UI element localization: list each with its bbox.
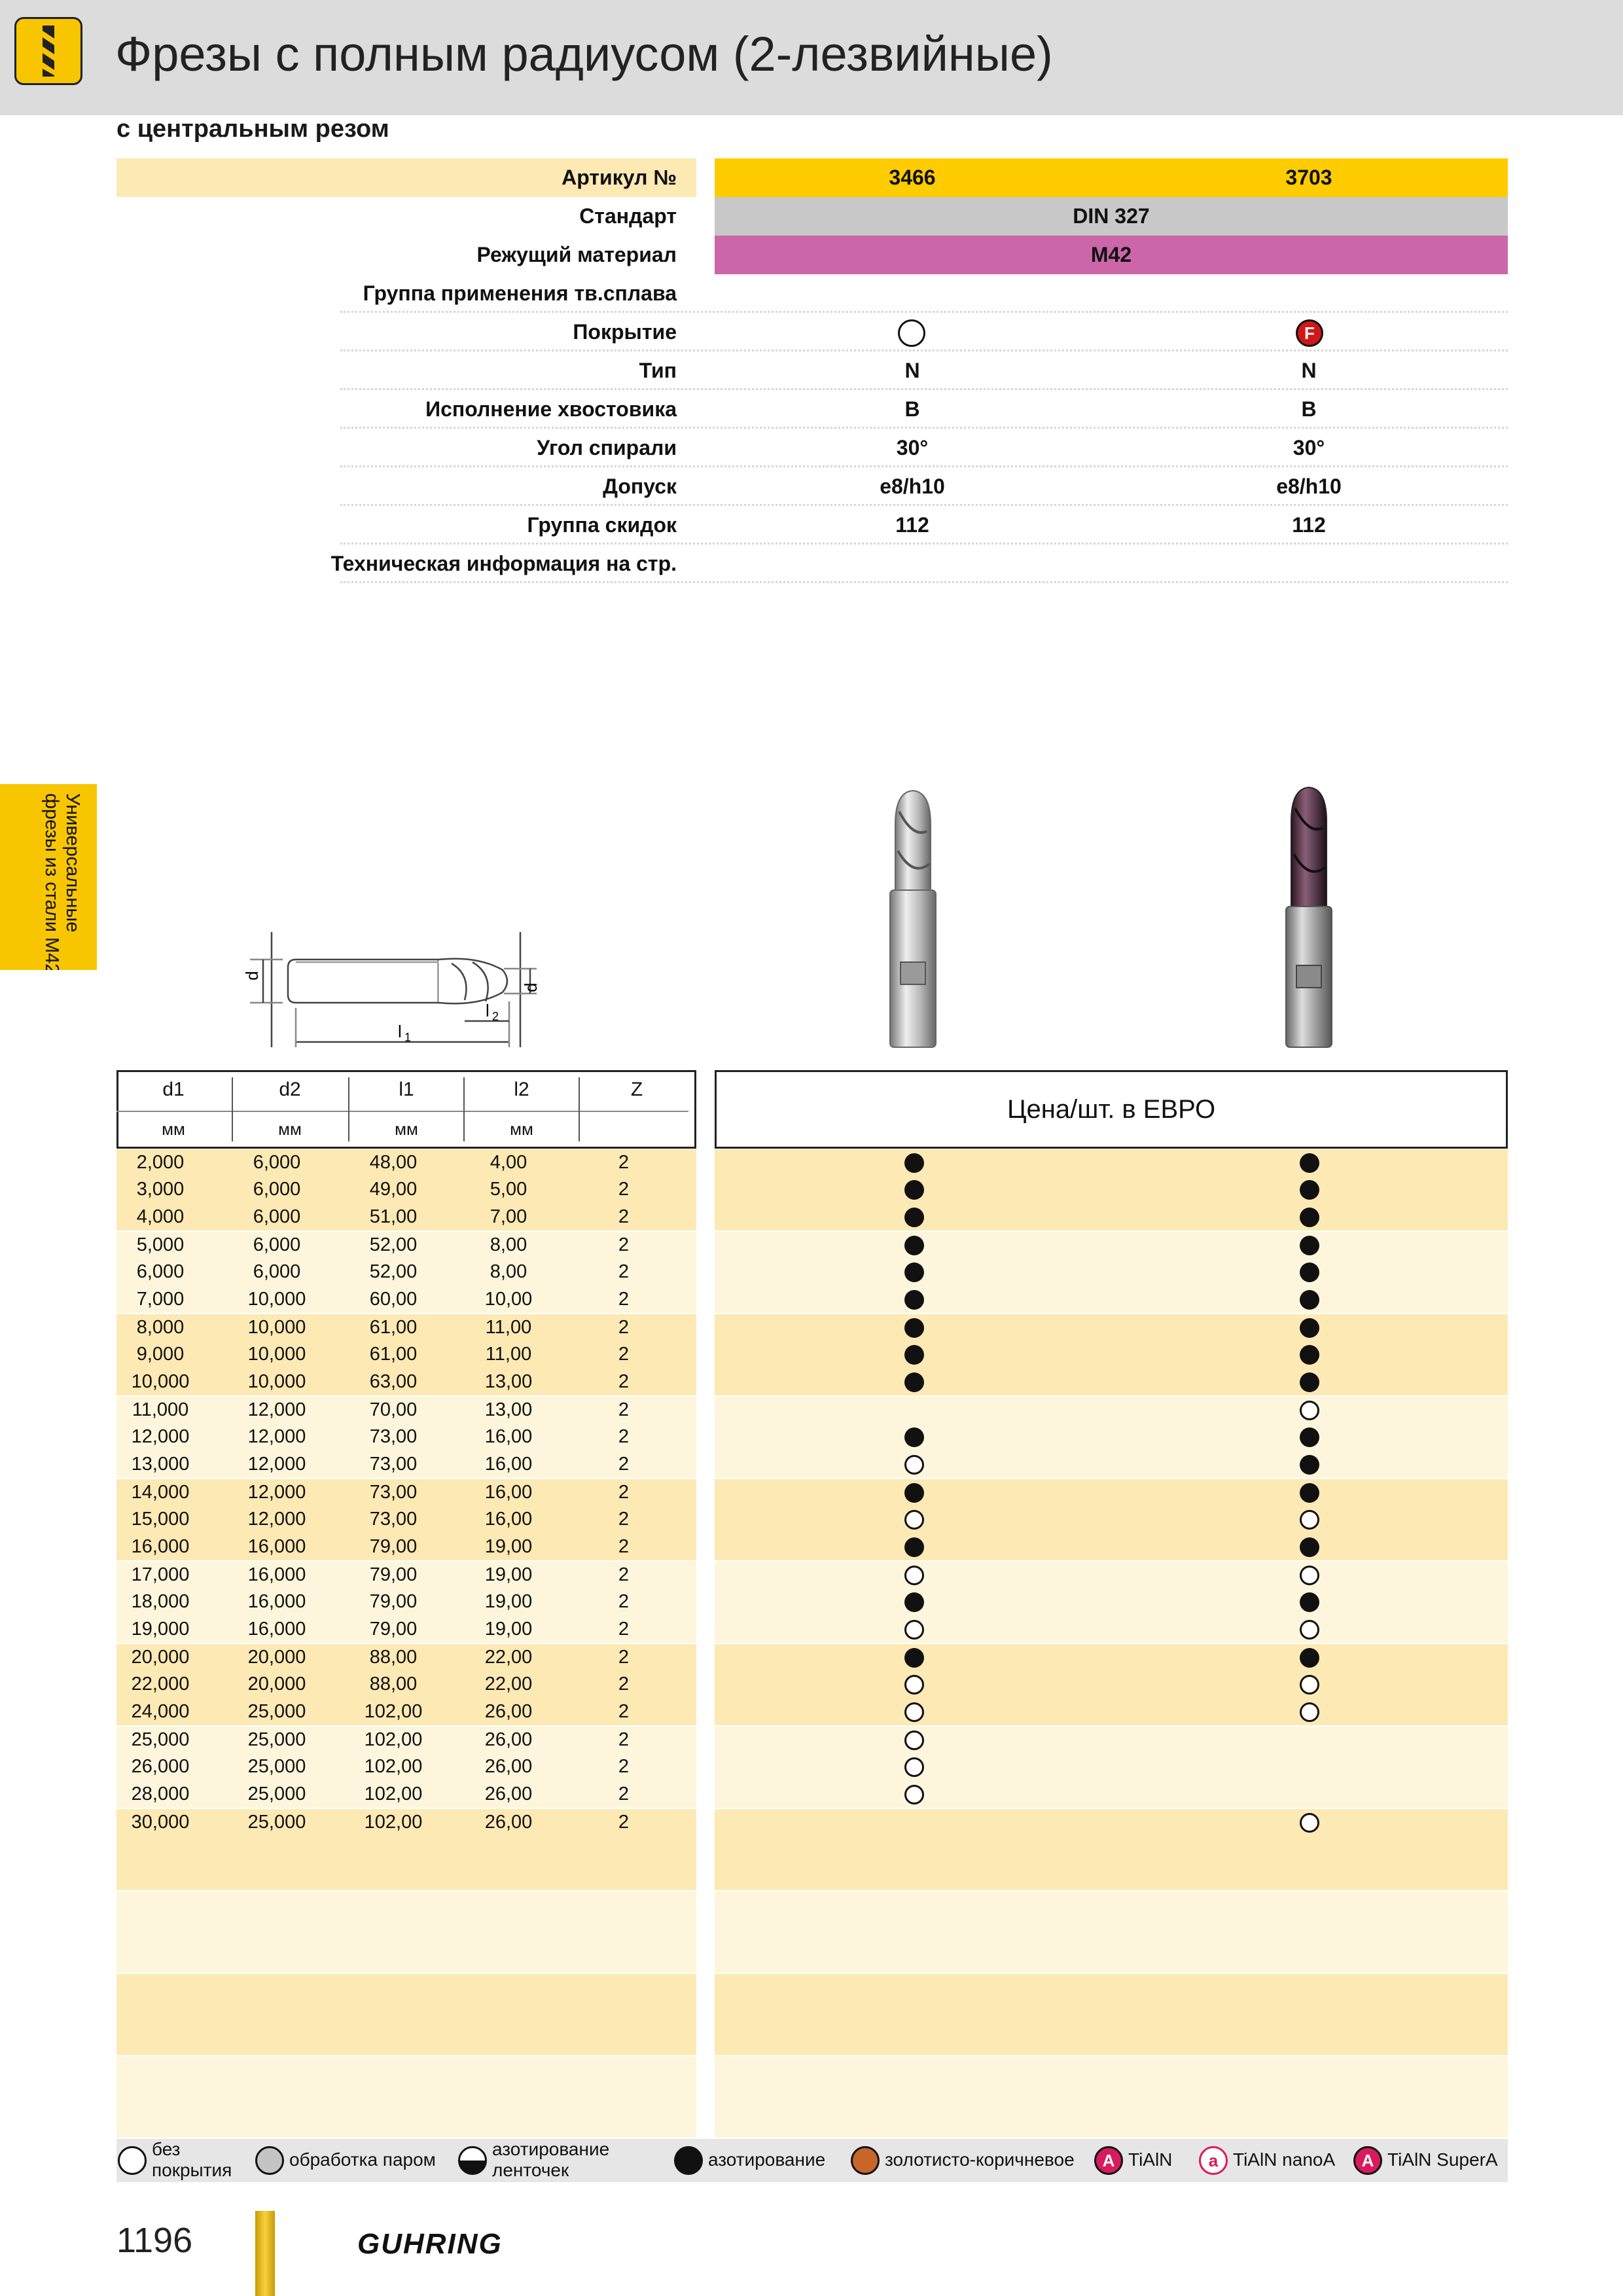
cell-l2: 22,00: [484, 1674, 533, 1695]
column-header: l2: [514, 1079, 529, 1100]
tool-image-uncoated: [883, 785, 942, 1054]
cell-l2: 26,00: [484, 1729, 533, 1750]
cell-l2: 19,00: [484, 1564, 533, 1585]
cell-z: 2: [618, 1756, 630, 1778]
cell-z: 2: [618, 1288, 630, 1310]
cell-d1: 8,000: [136, 1317, 185, 1338]
legend-text: [708, 2149, 825, 2170]
section-subtitle: с центральным резом: [116, 115, 389, 143]
price-band: [715, 1809, 1508, 1890]
cell-l1: 73,00: [369, 1453, 418, 1475]
availability-3703-dot-icon: [1300, 1702, 1319, 1722]
cell-l1: 102,00: [364, 1756, 423, 1778]
spec-dotted-line: [340, 581, 1508, 583]
price-band: [715, 1562, 1508, 1643]
cell-d1: 26,000: [131, 1756, 190, 1778]
availability-3466-dot-icon: [904, 1455, 924, 1475]
cell-l2: 16,00: [484, 1509, 533, 1530]
cell-z: 2: [618, 1317, 630, 1338]
cell-l2: 26,00: [484, 1783, 533, 1804]
cell-d2: 12,000: [247, 1399, 306, 1420]
legend-text: [492, 2139, 609, 2181]
page-number: 1196: [116, 2221, 193, 2260]
price-band: [715, 1727, 1508, 1808]
availability-3703-dot-icon: [1300, 1620, 1319, 1640]
price-band: [715, 2056, 1508, 2138]
cell-d1: 12,000: [131, 1426, 190, 1448]
cell-d2: 20,000: [247, 1647, 306, 1668]
spec-value-3466: 112: [895, 513, 929, 537]
availability-3466-dot-icon: [904, 1648, 924, 1668]
cell-d2: 25,000: [247, 1812, 306, 1833]
column-header: d2: [279, 1079, 301, 1100]
availability-3703-dot-icon: [1300, 1372, 1319, 1392]
cell-d1: 7,000: [136, 1288, 185, 1310]
uncoated-icon: [118, 2146, 147, 2175]
availability-3466-dot-icon: [904, 1702, 924, 1722]
cell-d1: 5,000: [136, 1234, 185, 1255]
spec-value-3466: 30°: [896, 436, 929, 459]
price-band: [715, 1232, 1508, 1313]
cell-d2: 16,000: [247, 1618, 306, 1640]
spec-value: DIN 327: [1073, 204, 1150, 228]
availability-3703-dot-icon: [1300, 1401, 1319, 1420]
legend-text: [1387, 2149, 1498, 2170]
availability-3703-dot-icon: [1300, 1290, 1319, 1310]
cell-d2: 6,000: [253, 1152, 301, 1173]
tialn-supera-icon: A: [1353, 2146, 1382, 2175]
cell-l1: 60,00: [369, 1288, 418, 1310]
price-band: [715, 1149, 1508, 1230]
cell-z: 2: [618, 1179, 630, 1200]
cell-d2: 25,000: [247, 1756, 306, 1778]
tialn-nanoa-icon: a: [1199, 2146, 1228, 2175]
cell-d1: 24,000: [131, 1700, 190, 1722]
cell-d2: 6,000: [253, 1261, 301, 1283]
cell-l1: 73,00: [369, 1482, 418, 1503]
cell-l2: 4,00: [490, 1152, 527, 1173]
cell-d1: 28,000: [131, 1783, 190, 1804]
uncoated-icon: [898, 319, 925, 347]
cell-d2: 10,000: [247, 1288, 306, 1310]
cell-d1: 25,000: [131, 1729, 190, 1750]
spec-label: Исполнение хвостовика: [425, 397, 677, 421]
spec-label: Стандарт: [579, 204, 677, 228]
cell-l2: 19,00: [484, 1535, 533, 1557]
spec-value-3703: 112: [1292, 513, 1326, 537]
cell-z: 2: [618, 1564, 630, 1585]
cell-l2: 5,00: [490, 1179, 527, 1200]
cell-l2: 19,00: [484, 1618, 533, 1640]
cell-z: 2: [618, 1234, 630, 1255]
cell-l1: 102,00: [364, 1700, 423, 1722]
cell-l2: 13,00: [484, 1399, 533, 1420]
cell-d1: 19,000: [131, 1618, 190, 1640]
cell-l1: 51,00: [369, 1206, 418, 1227]
header-divider: [116, 1111, 688, 1112]
cell-l1: 52,00: [369, 1234, 418, 1255]
spec-label: Группа применения тв.сплава: [363, 281, 677, 305]
cell-d2: 10,000: [247, 1317, 306, 1338]
brand-logo: GUHRING: [357, 2228, 503, 2260]
legend-text: [152, 2139, 232, 2181]
d1-label: d: [521, 982, 541, 992]
column-divider: [348, 1077, 349, 1141]
legend-text: [885, 2149, 1075, 2170]
cell-z: 2: [618, 1618, 630, 1640]
cell-l1: 102,00: [364, 1783, 423, 1804]
column-divider: [232, 1077, 233, 1141]
cell-d2: 10,000: [247, 1371, 306, 1392]
cell-d1: 16,000: [131, 1535, 190, 1557]
cell-d1: 2,000: [136, 1152, 185, 1173]
cell-l1: 61,00: [369, 1344, 418, 1365]
cell-d1: 22,000: [131, 1674, 190, 1695]
legend-text-line1: без: [152, 2139, 181, 2159]
cell-l2: 8,00: [490, 1261, 527, 1283]
cell-d2: 6,000: [253, 1206, 301, 1227]
cell-d1: 11,000: [132, 1399, 189, 1420]
column-header: l1: [399, 1079, 414, 1100]
cell-l2: 7,00: [490, 1206, 527, 1227]
cell-d2: 6,000: [253, 1234, 301, 1255]
cell-d2: 16,000: [247, 1564, 306, 1585]
cell-z: 2: [618, 1206, 630, 1227]
cell-d1: 3,000: [136, 1179, 185, 1200]
spec-value-3466: e8/h10: [880, 475, 945, 498]
spec-value-3703: 3703: [1285, 166, 1332, 189]
availability-3703-dot-icon: [1300, 1537, 1319, 1557]
cell-d2: 10,000: [247, 1344, 306, 1365]
cell-z: 2: [618, 1152, 630, 1173]
price-band: [715, 1314, 1508, 1395]
side-tab-text: [0, 784, 97, 970]
availability-3466-dot-icon: [904, 1620, 924, 1640]
l2-sub: 2: [492, 1010, 499, 1023]
cell-d1: 4,000: [136, 1206, 185, 1227]
cell-l1: 52,00: [369, 1261, 418, 1283]
cell-l2: 11,00: [485, 1317, 532, 1338]
cell-z: 2: [618, 1261, 630, 1283]
cell-l1: 102,00: [364, 1729, 423, 1750]
cell-d1: 17,000: [131, 1564, 190, 1585]
spec-dotted-line: [340, 311, 1508, 313]
cell-d1: 15,000: [131, 1509, 190, 1530]
cell-d2: 25,000: [247, 1729, 306, 1750]
cell-l1: 70,00: [369, 1399, 418, 1420]
availability-3466-dot-icon: [904, 1372, 924, 1392]
cell-z: 2: [618, 1729, 630, 1750]
column-unit: мм: [278, 1119, 302, 1139]
cell-l1: 79,00: [369, 1618, 418, 1640]
l1-label: l: [398, 1022, 402, 1041]
availability-3703-dot-icon: [1300, 1153, 1319, 1173]
spec-label: Техническая информация на стр.: [330, 552, 677, 575]
nitrided-icon: [674, 2146, 703, 2175]
tool-dimension-drawing: [242, 929, 569, 1054]
spec-label: Допуск: [603, 475, 677, 498]
cell-z: 2: [618, 1647, 630, 1668]
price-band: [715, 1892, 1508, 1973]
coating-f-icon: F: [1296, 319, 1323, 347]
cell-d2: 25,000: [247, 1783, 306, 1804]
availability-3466-dot-icon: [904, 1290, 924, 1310]
cell-l1: 73,00: [369, 1426, 418, 1448]
availability-3466-dot-icon: [904, 1153, 924, 1173]
d2-label: d: [242, 971, 262, 980]
cell-l1: 48,00: [369, 1152, 418, 1173]
spec-value-3466: 3466: [889, 166, 936, 189]
column-divider: [463, 1077, 465, 1141]
cell-d2: 6,000: [253, 1179, 301, 1200]
cell-l2: 19,00: [484, 1591, 533, 1613]
cell-l2: 26,00: [484, 1756, 533, 1778]
spec-label: Группа скидок: [527, 513, 677, 537]
legend-text-line1: золотисто-коричневое: [885, 2149, 1075, 2170]
price-band: [715, 1397, 1508, 1478]
tialn-icon: A: [1094, 2146, 1123, 2175]
legend-text: [1233, 2149, 1335, 2170]
availability-3703-dot-icon: [1300, 1566, 1319, 1585]
price-band: [715, 1479, 1508, 1560]
spec-value-3703: e8/h10: [1276, 475, 1342, 498]
availability-3466-dot-icon: [904, 1236, 924, 1255]
cell-d1: 14,000: [131, 1482, 190, 1503]
cell-z: 2: [618, 1535, 630, 1557]
column-header: d1: [162, 1079, 185, 1100]
column-unit: мм: [162, 1119, 185, 1139]
cell-l2: 11,00: [485, 1344, 532, 1365]
table-band: [116, 1892, 696, 1973]
cell-l2: 26,00: [484, 1700, 533, 1722]
cell-z: 2: [618, 1482, 630, 1503]
spec-value: M42: [1090, 243, 1132, 266]
availability-3466-dot-icon: [904, 1483, 924, 1503]
l2-label: l: [486, 1001, 490, 1020]
cell-l1: 79,00: [369, 1591, 418, 1613]
cell-l1: 79,00: [369, 1535, 418, 1557]
l1-sub: 1: [404, 1031, 412, 1044]
spec-label: Артикул №: [562, 166, 677, 189]
drill-logo-icon: [14, 17, 82, 85]
cell-l2: 22,00: [484, 1647, 533, 1668]
cell-d1: 30,000: [131, 1812, 190, 1833]
tool-image-coated: [1279, 782, 1338, 1054]
cell-d2: 16,000: [247, 1591, 306, 1613]
legend-text-line1: TiAlN nanoA: [1233, 2149, 1336, 2170]
spec-value-3466: B: [904, 397, 920, 421]
cell-d2: 16,000: [247, 1535, 306, 1557]
cell-d2: 12,000: [247, 1509, 306, 1530]
column-unit: мм: [510, 1119, 533, 1139]
spec-value-3466: N: [904, 359, 920, 382]
column-header: Z: [630, 1079, 643, 1100]
legend-text-line2: ленточек: [492, 2160, 569, 2180]
cell-d1: 9,000: [136, 1344, 185, 1365]
availability-3466-dot-icon: [904, 1566, 924, 1585]
legend-text: [289, 2149, 436, 2170]
cell-z: 2: [618, 1344, 630, 1365]
nitrided-lands-icon: [458, 2146, 487, 2175]
legend-text-line1: обработка паром: [289, 2149, 436, 2170]
cell-z: 2: [618, 1509, 630, 1530]
cell-l2: 10,00: [484, 1288, 533, 1310]
availability-3703-dot-icon: [1300, 1483, 1319, 1503]
cell-l2: 8,00: [490, 1234, 527, 1255]
legend-text-line1: азотирование: [492, 2139, 610, 2159]
spec-value-3703: N: [1301, 359, 1317, 382]
cell-d2: 20,000: [247, 1674, 306, 1695]
spec-label: Тип: [639, 359, 677, 382]
cell-d1: 10,000: [131, 1371, 190, 1392]
column-unit: мм: [395, 1119, 418, 1139]
cell-d2: 12,000: [247, 1426, 306, 1448]
cell-z: 2: [618, 1812, 630, 1833]
cell-z: 2: [618, 1591, 630, 1613]
availability-3466-dot-icon: [904, 1785, 924, 1804]
steam-icon: [255, 2146, 284, 2175]
spec-label: Угол спирали: [537, 436, 677, 459]
cell-l1: 88,00: [369, 1647, 418, 1668]
price-band: [715, 1644, 1508, 1725]
price-header: Цена/шт. в ЕВРО: [715, 1070, 1508, 1149]
legend-text-line1: TiAlN: [1128, 2149, 1173, 2170]
cell-l2: 13,00: [484, 1371, 533, 1392]
cell-l1: 63,00: [369, 1371, 418, 1392]
page-title: Фрезы с полным радиусом (2-лезвийные): [115, 27, 1053, 81]
cell-d1: 6,000: [136, 1261, 185, 1283]
column-divider: [579, 1077, 580, 1141]
cell-l1: 88,00: [369, 1674, 418, 1695]
cell-z: 2: [618, 1453, 630, 1475]
availability-3466-dot-icon: [904, 1208, 924, 1227]
cell-d2: 25,000: [247, 1700, 306, 1722]
cell-d2: 12,000: [247, 1453, 306, 1475]
footer-bar: [255, 2211, 275, 2296]
availability-3703-dot-icon: [1300, 1813, 1319, 1833]
table-band: [116, 2056, 696, 2138]
legend-text-line1: азотирование: [708, 2149, 826, 2170]
availability-3466-dot-icon: [904, 1731, 924, 1750]
price-band: [715, 1974, 1508, 2055]
availability-3703-dot-icon: [1300, 1455, 1319, 1475]
availability-3703-dot-icon: [1300, 1648, 1319, 1668]
spec-value-3703: 30°: [1293, 436, 1325, 459]
cell-l1: 73,00: [369, 1509, 418, 1530]
cell-l2: 16,00: [484, 1426, 533, 1448]
cell-z: 2: [618, 1674, 630, 1695]
spec-label: Режущий материал: [476, 243, 677, 266]
cell-l2: 26,00: [484, 1812, 533, 1833]
availability-3703-dot-icon: [1300, 1236, 1319, 1255]
spec-label: Покрытие: [573, 320, 677, 344]
availability-3703-dot-icon: [1300, 1318, 1319, 1338]
cell-z: 2: [618, 1700, 630, 1722]
cell-l1: 79,00: [369, 1564, 418, 1585]
side-tab-line2: фрезы из стали M42: [41, 793, 62, 970]
availability-3466-dot-icon: [904, 1537, 924, 1557]
cell-l2: 16,00: [484, 1482, 533, 1503]
legend-text-line1: TiAlN SuperA: [1387, 2149, 1498, 2170]
gold-brown-icon: [851, 2146, 880, 2175]
cell-z: 2: [618, 1783, 630, 1804]
table-band: [116, 1974, 696, 2055]
availability-3703-dot-icon: [1300, 1208, 1319, 1227]
cell-d2: 12,000: [247, 1482, 306, 1503]
legend-text: [1128, 2149, 1172, 2170]
availability-3466-dot-icon: [904, 1318, 924, 1338]
cell-z: 2: [618, 1399, 630, 1420]
cell-z: 2: [618, 1426, 630, 1448]
cell-d1: 18,000: [131, 1591, 190, 1613]
cell-d1: 20,000: [131, 1647, 190, 1668]
cell-l1: 102,00: [364, 1812, 423, 1833]
cell-d1: 13,000: [131, 1453, 190, 1475]
side-tab-line1: Универсальные: [62, 793, 83, 933]
cell-l1: 49,00: [369, 1179, 418, 1200]
cell-z: 2: [618, 1371, 630, 1392]
cell-l1: 61,00: [369, 1317, 418, 1338]
legend-text-line2: покрытия: [152, 2160, 232, 2180]
cell-l2: 16,00: [484, 1453, 533, 1475]
spec-value-3703: B: [1301, 397, 1317, 421]
